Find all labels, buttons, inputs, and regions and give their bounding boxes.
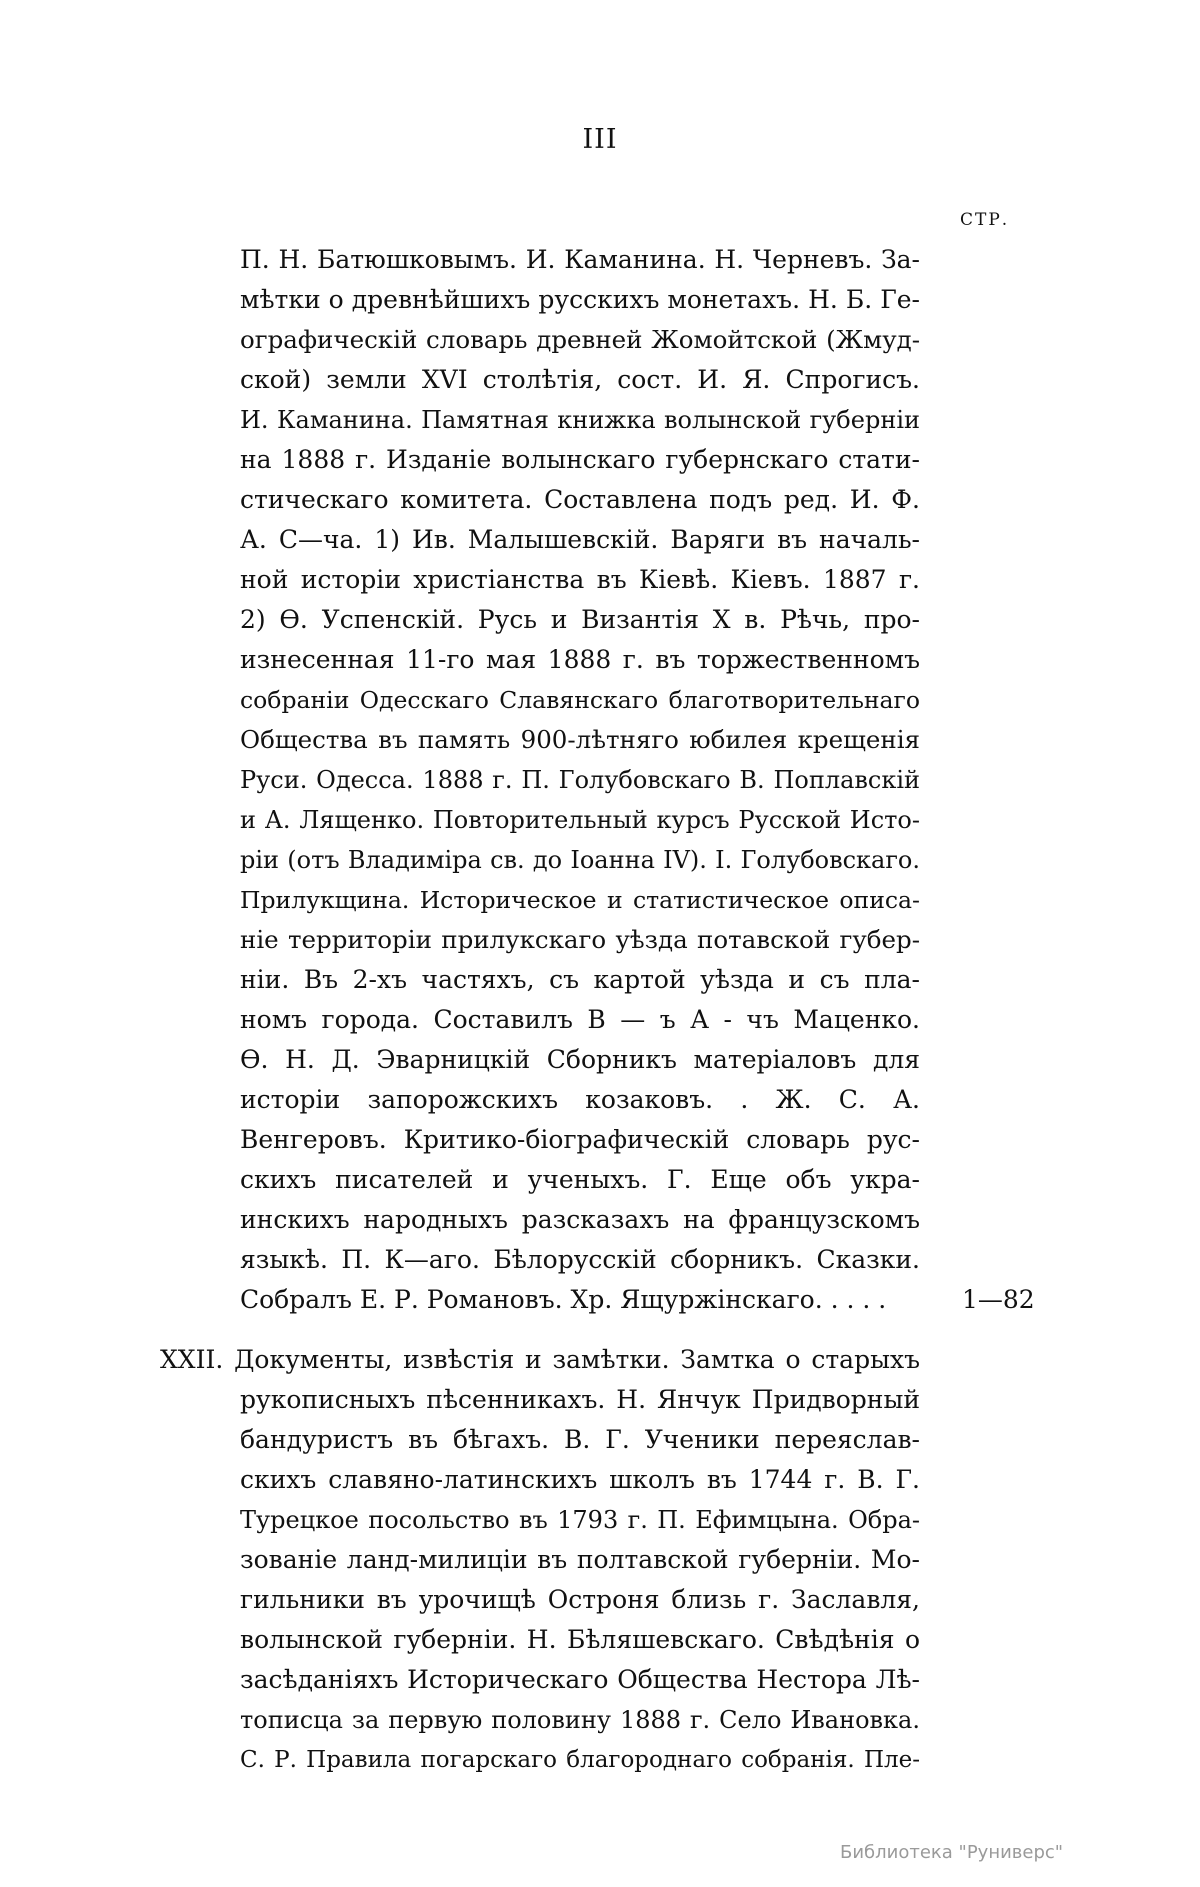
text-line: XXII. Документы, извѣстія и замѣтки. Замтка о старыхъ — [160, 1345, 920, 1374]
library-watermark: Библиотека "Руниверс" — [840, 1842, 1064, 1863]
text-line: и А. Лященко. Повторительный курсъ Русской Исто- — [240, 806, 920, 834]
text-line: тописца за первую половину 1888 г. Село Ивановка. — [240, 1706, 920, 1734]
text-line: засѣданіяхъ Историческаго Общества Нестора Лѣ- — [240, 1665, 920, 1694]
text-line: номъ города. Составилъ В — ъ А - чъ Маценко. — [240, 1005, 920, 1034]
text-line: П. Н. Батюшковымъ. И. Каманина. Н. Черневъ. За- — [240, 245, 920, 274]
text-line: стическаго комитета. Составлена подъ ред. И. Ф. — [240, 485, 920, 514]
text-line: И. Каманина. Памятная книжка волынской губерніи — [240, 406, 920, 434]
text-line: на 1888 г. Изданіе волынскаго губернскаго стати- — [240, 445, 920, 474]
text-line: ской) земли XVI столѣтія, сост. И. Я. Спрогисъ. — [240, 365, 920, 394]
text-line: Общества въ память 900-лѣтняго юбилея крещенія — [240, 725, 920, 754]
text-line: ной исторіи христіанства въ Кіевѣ. Кіевъ. 1887 г. — [240, 565, 920, 594]
text-line: Собралъ Е. Р. Романовъ. Хр. Ящуржінскаго. . . . . — [240, 1285, 887, 1314]
text-line: А. С—ча. 1) Ив. Малышевскій. Варяги въ началь- — [240, 525, 920, 554]
page-column-label: СТР. — [960, 210, 1010, 230]
text-line: рукописныхъ пѣсенникахъ. Н. Янчук Придворный — [240, 1385, 920, 1414]
text-line: Венгеровъ. Критико-біографическій словарь рус- — [240, 1125, 920, 1154]
text-line: скихъ славяно-латинскихъ школъ въ 1744 г. В. Г. — [240, 1465, 920, 1494]
text-line: мѣтки о древнѣйшихъ русскихъ монетахъ. Н. Б. Ге- — [240, 285, 920, 314]
text-line: собраніи Одесскаго Славянскаго благотворительнаго — [240, 686, 920, 714]
text-line: волынской губерніи. Н. Бѣляшевскаго. Свѣдѣнія о — [240, 1625, 920, 1654]
text-line: Руси. Одесса. 1888 г. П. Голубовскаго В. Поплавскій — [240, 766, 920, 794]
text-line: С. Р. Правила погарскаго благороднаго собранія. Пле- — [240, 1747, 920, 1773]
text-line: изнесенная 11-го мая 1888 г. въ торжественномъ — [240, 645, 920, 674]
page-range: 1—82 — [962, 1285, 1035, 1314]
text-line: ріи (отъ Владиміра св. до Іоанна IV). І. Голубовскаго. — [240, 846, 920, 874]
text-line: бандуристъ въ бѣгахъ. В. Г. Ученики переяслав- — [240, 1425, 920, 1454]
page-number: III — [582, 124, 618, 155]
entry-xxii — [160, 1340, 920, 1780]
text-line: скихъ писателей и ученыхъ. Г. Еще объ укра- — [240, 1165, 920, 1194]
text-line: 2) Ѳ. Успенскій. Русь и Византія X в. Рѣчь, про- — [240, 605, 920, 634]
text-line: ніе территоріи прилукскаго уѣзда потавской губер- — [240, 925, 920, 954]
text-line: инскихъ народныхъ разсказахъ на французскомъ — [240, 1205, 920, 1234]
text-line: Турецкое посольство въ 1793 г. П. Ефимцына. Обра- — [240, 1506, 920, 1534]
text-line: языкѣ. П. К—аго. Бѣлорусскій сборникъ. Сказки. — [240, 1245, 920, 1274]
entry-continuation — [240, 240, 920, 1320]
text-line: Ѳ. Н. Д. Эварницкій Сборникъ матеріаловъ для — [240, 1045, 920, 1074]
text-line: зованіе ланд-милиціи въ полтавской губерніи. Мо- — [240, 1545, 920, 1574]
text-line: ніи. Въ 2-хъ частяхъ, съ картой уѣзда и съ пла- — [240, 965, 920, 994]
text-line: Прилукщина. Историческое и статистическое описа- — [240, 886, 920, 914]
text-line: гильники въ урочищѣ Остроня близь г. Заславля, — [240, 1585, 920, 1614]
text-line: ографическій словарь древней Жомойтской (Жмуд- — [240, 325, 920, 354]
text-line: исторіи запорожскихъ козаковъ. . Ж. С. А. — [240, 1085, 920, 1114]
